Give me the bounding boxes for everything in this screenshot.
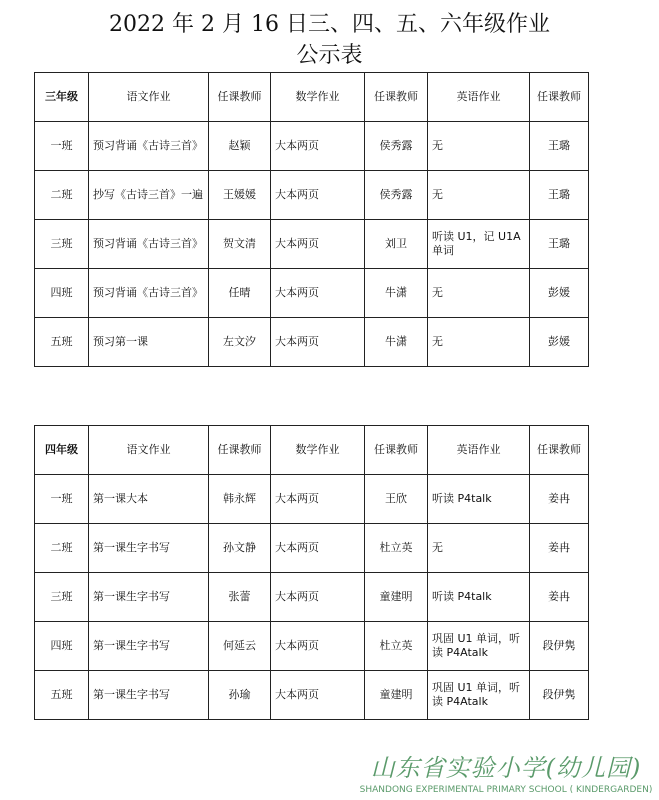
table-cell: 孙文静 <box>209 524 271 573</box>
table-cell: 贺文清 <box>209 220 271 269</box>
table-cell: 童建明 <box>365 573 428 622</box>
class-label: 三班 <box>35 573 89 622</box>
table-cell: 姜冉 <box>530 475 589 524</box>
class-label: 一班 <box>35 475 89 524</box>
table-cell: 任晴 <box>209 269 271 318</box>
column-header: 语文作业 <box>89 73 209 122</box>
table-cell: 王璐 <box>530 220 589 269</box>
class-label: 三班 <box>35 220 89 269</box>
table-row <box>35 318 589 367</box>
class-label: 二班 <box>35 171 89 220</box>
table-cell: 段伊隽 <box>530 622 589 671</box>
table-cell: 无 <box>428 318 530 367</box>
table-cell: 预习背诵《古诗三首》 <box>89 122 209 171</box>
class-label: 五班 <box>35 671 89 720</box>
table-cell: 第一课生字书写 <box>89 622 209 671</box>
grade-label: 三年级 <box>35 73 89 122</box>
table-cell: 大本两页 <box>271 573 365 622</box>
table-cell: 大本两页 <box>271 622 365 671</box>
table-row <box>35 524 589 573</box>
table-cell: 第一课生字书写 <box>89 573 209 622</box>
table-cell: 侯秀露 <box>365 171 428 220</box>
column-header: 英语作业 <box>428 73 530 122</box>
table-row <box>35 622 589 671</box>
table-cell: 童建明 <box>365 671 428 720</box>
table-cell: 姜冉 <box>530 573 589 622</box>
column-header: 任课教师 <box>530 426 589 475</box>
class-label: 一班 <box>35 122 89 171</box>
table-cell: 何延云 <box>209 622 271 671</box>
grade4-homework-table <box>34 425 589 720</box>
table-cell: 第一课生字书写 <box>89 671 209 720</box>
table-cell: 大本两页 <box>271 475 365 524</box>
table-cell: 彭媛 <box>530 269 589 318</box>
table-cell: 抄写《古诗三首》一遍 <box>89 171 209 220</box>
table-row <box>35 269 589 318</box>
table-cell: 侯秀露 <box>365 122 428 171</box>
table-cell: 无 <box>428 524 530 573</box>
column-header: 任课教师 <box>365 73 428 122</box>
class-label: 四班 <box>35 622 89 671</box>
column-header: 英语作业 <box>428 426 530 475</box>
table-cell: 大本两页 <box>271 220 365 269</box>
table-cell: 预习背诵《古诗三首》 <box>89 220 209 269</box>
table-cell: 张蕾 <box>209 573 271 622</box>
table-cell: 大本两页 <box>271 171 365 220</box>
table-cell: 王欣 <box>365 475 428 524</box>
table-cell: 无 <box>428 171 530 220</box>
table-cell: 王媛媛 <box>209 171 271 220</box>
table-row <box>35 671 589 720</box>
page-subtitle: 公示表 <box>296 43 363 68</box>
table-cell: 无 <box>428 122 530 171</box>
table-cell: 姜冉 <box>530 524 589 573</box>
table-header-row <box>35 426 589 475</box>
table-row <box>35 475 589 524</box>
table-cell: 预习第一课 <box>89 318 209 367</box>
table-cell: 大本两页 <box>271 524 365 573</box>
table-cell: 巩固 U1 单词，听读 P4Atalk <box>428 671 530 720</box>
grade-label: 四年级 <box>35 426 89 475</box>
school-name-logo: 山东省实验小学(幼儿园) <box>370 754 642 782</box>
table-cell: 段伊隽 <box>530 671 589 720</box>
table-row <box>35 122 589 171</box>
table-cell: 王璐 <box>530 122 589 171</box>
table-header-row <box>35 73 589 122</box>
table-row <box>35 573 589 622</box>
column-header: 数学作业 <box>271 73 365 122</box>
table-cell: 大本两页 <box>271 671 365 720</box>
table-cell: 杜立英 <box>365 622 428 671</box>
table-cell: 大本两页 <box>271 269 365 318</box>
table-cell: 听读 P4talk <box>428 573 530 622</box>
table-cell: 王璐 <box>530 171 589 220</box>
table-cell: 杜立英 <box>365 524 428 573</box>
table-cell: 第一课生字书写 <box>89 524 209 573</box>
column-header: 任课教师 <box>209 426 271 475</box>
table-cell: 牛潇 <box>365 269 428 318</box>
table-cell: 孙瑜 <box>209 671 271 720</box>
class-label: 四班 <box>35 269 89 318</box>
table-cell: 大本两页 <box>271 122 365 171</box>
table-cell: 彭媛 <box>530 318 589 367</box>
page-title: 2022 年 2 月 16 日三、四、五、六年级作业 <box>109 12 550 37</box>
table-cell: 第一课大本 <box>89 475 209 524</box>
column-header: 任课教师 <box>530 73 589 122</box>
column-header: 任课教师 <box>209 73 271 122</box>
table-cell: 刘卫 <box>365 220 428 269</box>
table-cell: 大本两页 <box>271 318 365 367</box>
school-name-english: SHANDONG EXPERIMENTAL PRIMARY SCHOOL ( KINDERGARDEN) <box>359 785 653 795</box>
school-watermark <box>356 748 656 795</box>
table-cell: 巩固 U1 单词，听读 P4Atalk <box>428 622 530 671</box>
class-label: 五班 <box>35 318 89 367</box>
table-cell: 韩永辉 <box>209 475 271 524</box>
table-row <box>35 220 589 269</box>
table-cell: 左文汐 <box>209 318 271 367</box>
table-cell: 听读 P4talk <box>428 475 530 524</box>
table-row <box>35 171 589 220</box>
table-cell: 牛潇 <box>365 318 428 367</box>
grade3-homework-table <box>34 72 589 367</box>
column-header: 数学作业 <box>271 426 365 475</box>
column-header: 任课教师 <box>365 426 428 475</box>
table-cell: 预习背诵《古诗三首》 <box>89 269 209 318</box>
column-header: 语文作业 <box>89 426 209 475</box>
class-label: 二班 <box>35 524 89 573</box>
table-cell: 听读 U1，记 U1A 单词 <box>428 220 530 269</box>
table-cell: 无 <box>428 269 530 318</box>
table-cell: 赵颖 <box>209 122 271 171</box>
